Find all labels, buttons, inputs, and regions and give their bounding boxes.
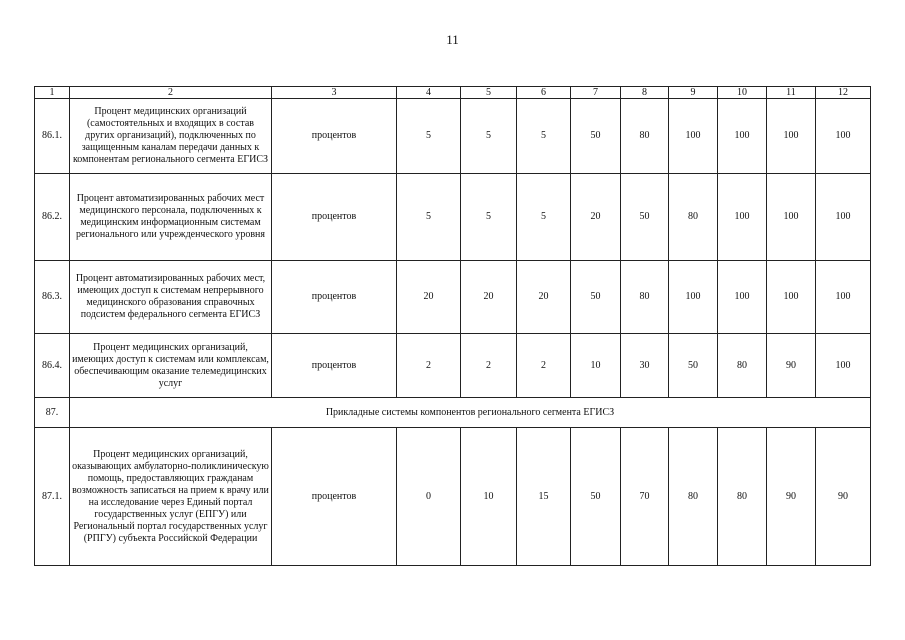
column-header: 1 — [35, 87, 70, 99]
value-cell: 100 — [767, 99, 816, 174]
value-cell: 90 — [816, 428, 871, 566]
column-header: 3 — [272, 87, 397, 99]
column-header: 9 — [669, 87, 718, 99]
value-cell: 100 — [816, 174, 871, 261]
section-title: Прикладные системы компонентов регионального сегмента ЕГИСЗ — [70, 398, 871, 428]
value-cell: 100 — [816, 99, 871, 174]
value-cell: 30 — [621, 334, 669, 398]
value-cell: 100 — [816, 334, 871, 398]
value-cell: 50 — [669, 334, 718, 398]
row-number: 86.2. — [35, 174, 70, 261]
table-row — [35, 99, 871, 174]
value-cell: 50 — [571, 99, 621, 174]
table-row — [35, 334, 871, 398]
row-number: 86.3. — [35, 261, 70, 334]
indicator-name: Процент автоматизированных рабочих мест, имеющих доступ к системам непрерывного медицинского образования справочных подсистем федерального сегмента ЕГИСЗ — [70, 261, 272, 334]
value-cell: 50 — [571, 261, 621, 334]
value-cell: 5 — [461, 174, 517, 261]
value-cell: 20 — [571, 174, 621, 261]
value-cell: 0 — [397, 428, 461, 566]
value-cell: 20 — [397, 261, 461, 334]
value-cell: 10 — [571, 334, 621, 398]
column-header: 4 — [397, 87, 461, 99]
value-cell: 100 — [718, 99, 767, 174]
value-cell: 10 — [461, 428, 517, 566]
column-header: 12 — [816, 87, 871, 99]
section-row — [35, 398, 871, 428]
value-cell: 50 — [621, 174, 669, 261]
value-cell: 2 — [397, 334, 461, 398]
value-cell: 80 — [621, 261, 669, 334]
table-row — [35, 174, 871, 261]
value-cell: 80 — [621, 99, 669, 174]
value-cell: 70 — [621, 428, 669, 566]
column-header: 6 — [517, 87, 571, 99]
indicator-name: Процент медицинских организаций, имеющих доступ к системам или комплексам, обеспечивающим оказание телемедицинских услуг — [70, 334, 272, 398]
column-header: 5 — [461, 87, 517, 99]
value-cell: 80 — [718, 428, 767, 566]
value-cell: 80 — [669, 174, 718, 261]
unit-cell: процентов — [272, 428, 397, 566]
row-number: 87.1. — [35, 428, 70, 566]
indicator-name: Процент медицинских организаций (самостоятельных и входящих в состав других организаций), подключенных по защищенным каналам передачи данных к компонентам регионального сегмента ЕГИСЗ — [70, 99, 272, 174]
indicator-name: Процент медицинских организаций, оказывающих амбулаторно-поликлиническую помощь, предоставляющих гражданам возможность записаться на прием к врачу или на исследование через Единый портал государственных услуг (ЕПГУ) или Региональный портал государственных услуг (РПГУ) субъекта Российской Федерации — [70, 428, 272, 566]
value-cell: 50 — [571, 428, 621, 566]
column-header: 11 — [767, 87, 816, 99]
value-cell: 100 — [767, 261, 816, 334]
row-number: 86.4. — [35, 334, 70, 398]
value-cell: 100 — [767, 174, 816, 261]
value-cell: 80 — [669, 428, 718, 566]
value-cell: 5 — [397, 99, 461, 174]
section-number: 87. — [35, 398, 70, 428]
value-cell: 5 — [397, 174, 461, 261]
column-header: 10 — [718, 87, 767, 99]
value-cell: 5 — [461, 99, 517, 174]
unit-cell: процентов — [272, 174, 397, 261]
value-cell: 15 — [517, 428, 571, 566]
row-number: 86.1. — [35, 99, 70, 174]
value-cell: 2 — [517, 334, 571, 398]
value-cell: 80 — [718, 334, 767, 398]
indicator-name: Процент автоматизированных рабочих мест медицинского персонала, подключенных к медицинским информационным системам регионального или учрежденческого уровня — [70, 174, 272, 261]
value-cell: 100 — [816, 261, 871, 334]
value-cell: 2 — [461, 334, 517, 398]
value-cell: 100 — [718, 261, 767, 334]
unit-cell: процентов — [272, 261, 397, 334]
indicators-table — [34, 86, 871, 566]
page-number: 11 — [446, 32, 459, 47]
column-header: 8 — [621, 87, 669, 99]
table-row — [35, 428, 871, 566]
table-header-row — [35, 87, 871, 99]
unit-cell: процентов — [272, 99, 397, 174]
unit-cell: процентов — [272, 334, 397, 398]
column-header: 2 — [70, 87, 272, 99]
value-cell: 5 — [517, 99, 571, 174]
value-cell: 20 — [517, 261, 571, 334]
value-cell: 100 — [718, 174, 767, 261]
value-cell: 90 — [767, 334, 816, 398]
table-row — [35, 261, 871, 334]
value-cell: 20 — [461, 261, 517, 334]
column-header: 7 — [571, 87, 621, 99]
value-cell: 90 — [767, 428, 816, 566]
value-cell: 100 — [669, 99, 718, 174]
value-cell: 5 — [517, 174, 571, 261]
value-cell: 100 — [669, 261, 718, 334]
